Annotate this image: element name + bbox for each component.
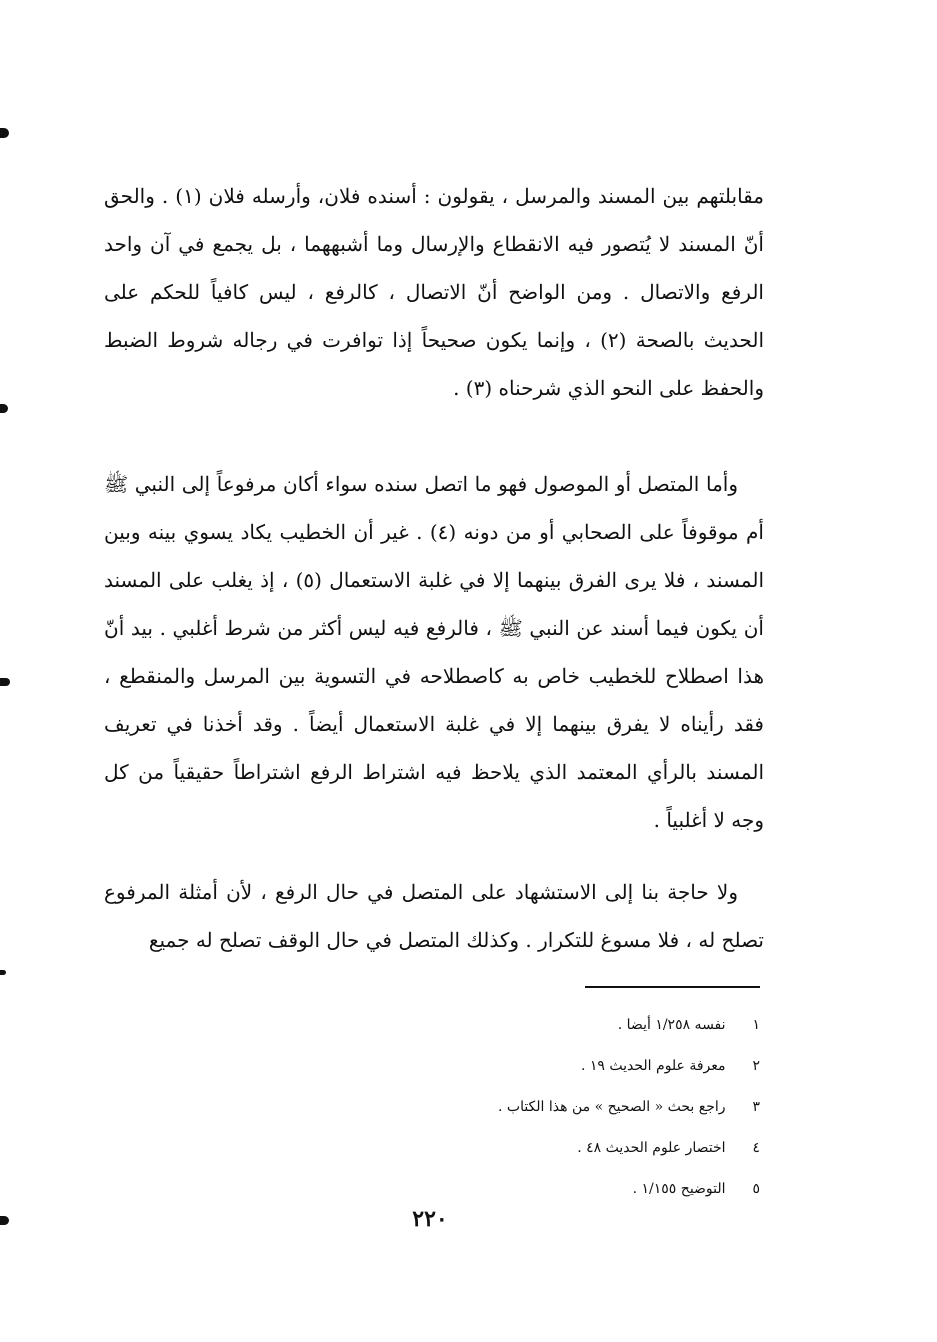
footnote-text: اختصار علوم الحديث ٤٨ .: [577, 1140, 726, 1156]
paragraph-text: وأما المتصل أو الموصول فهو ما اتصل سنده سواء أكان مرفوعاً إلى النبي ﷺ أم موقوفاً على الصحابي أو من دونه (٤) . غير أن الخطيب يكاد يسوي بينه وبين المسند ، فلا يرى الفرق بينهما إلا في غلبة الاستعمال (٥) ، إذ يغلب على المسند أن يكون فيما أسند عن النبي ﷺ ، فالرفع فيه ليس أكثر من شرط أغلبي . بيد أنّ هذا اصطلاح للخطيب خاص به كاصطلاحه في التسوية بين المرسل والمنقطع ، فقد رأيناه لا يفرق بينهما إلا في غلبة الاستعمال أيضاً . وقد أخذنا في تعريف المسند بالرأي المعتمد الذي يلاحظ فيه اشتراط الرفع اشتراطاً حقيقياً من كل وجه لا أغلبياً .: [104, 472, 765, 832]
binding-hole-mark: [0, 678, 10, 686]
footnotes: [330, 1005, 760, 1210]
footnote-number: ٣: [752, 1099, 760, 1115]
footnote-text: معرفة علوم الحديث ١٩ .: [580, 1058, 726, 1074]
binding-hole-mark: [0, 1216, 9, 1225]
footnote-item: [330, 1005, 760, 1046]
footnote-item: [330, 1087, 760, 1128]
binding-hole-mark: [0, 404, 8, 413]
footnote-number: ٤: [752, 1140, 760, 1156]
footnote-text: نفسه ١/٢٥٨ أيضا .: [617, 1017, 726, 1033]
body-paragraph-2: [104, 460, 764, 844]
binding-hole-mark: [0, 970, 6, 975]
footnote-text: التوضيح ١/١٥٥ .: [632, 1181, 726, 1197]
paragraph-text: ولا حاجة بنا إلى الاستشهاد على المتصل في حال الرفع ، لأن أمثلة المرفوع تصلح له ، فلا مسوغ للتكرار . وكذلك المتصل في حال الوقف تصلح له جميع: [104, 880, 764, 952]
footnote-separator: [585, 986, 760, 988]
body-paragraph-1: [104, 172, 764, 412]
footnote-item: [330, 1128, 760, 1169]
body-paragraph-3: [104, 868, 764, 964]
footnote-number: ٢: [752, 1058, 760, 1074]
binding-hole-mark: [0, 128, 9, 138]
footnote-item: [330, 1169, 760, 1210]
footnote-item: [330, 1046, 760, 1087]
paragraph-text: مقابلتهم بين المسند والمرسل ، يقولون : أسنده فلان، وأرسله فلان (١) . والحق أنّ المسند لا يُتصور فيه الانقطاع والإرسال وما أشبههما ، بل يجمع في آن واحد الرفع والاتصال . ومن الواضح أنّ الاتصال ، كالرفع ، ليس كافياً للحكم على الحديث بالصحة (٢) ، وإنما يكون صحيحاً إذا توافرت في رجاله شروط الضبط والحفظ على النحو الذي شرحناه (٣) .: [104, 184, 765, 400]
page-number: ٢٢٠: [412, 1206, 448, 1232]
footnote-number: ٥: [752, 1181, 760, 1197]
footnote-number: ١: [752, 1017, 760, 1033]
footnote-text: راجع بحث « الصحيح » من هذا الكتاب .: [497, 1099, 726, 1115]
